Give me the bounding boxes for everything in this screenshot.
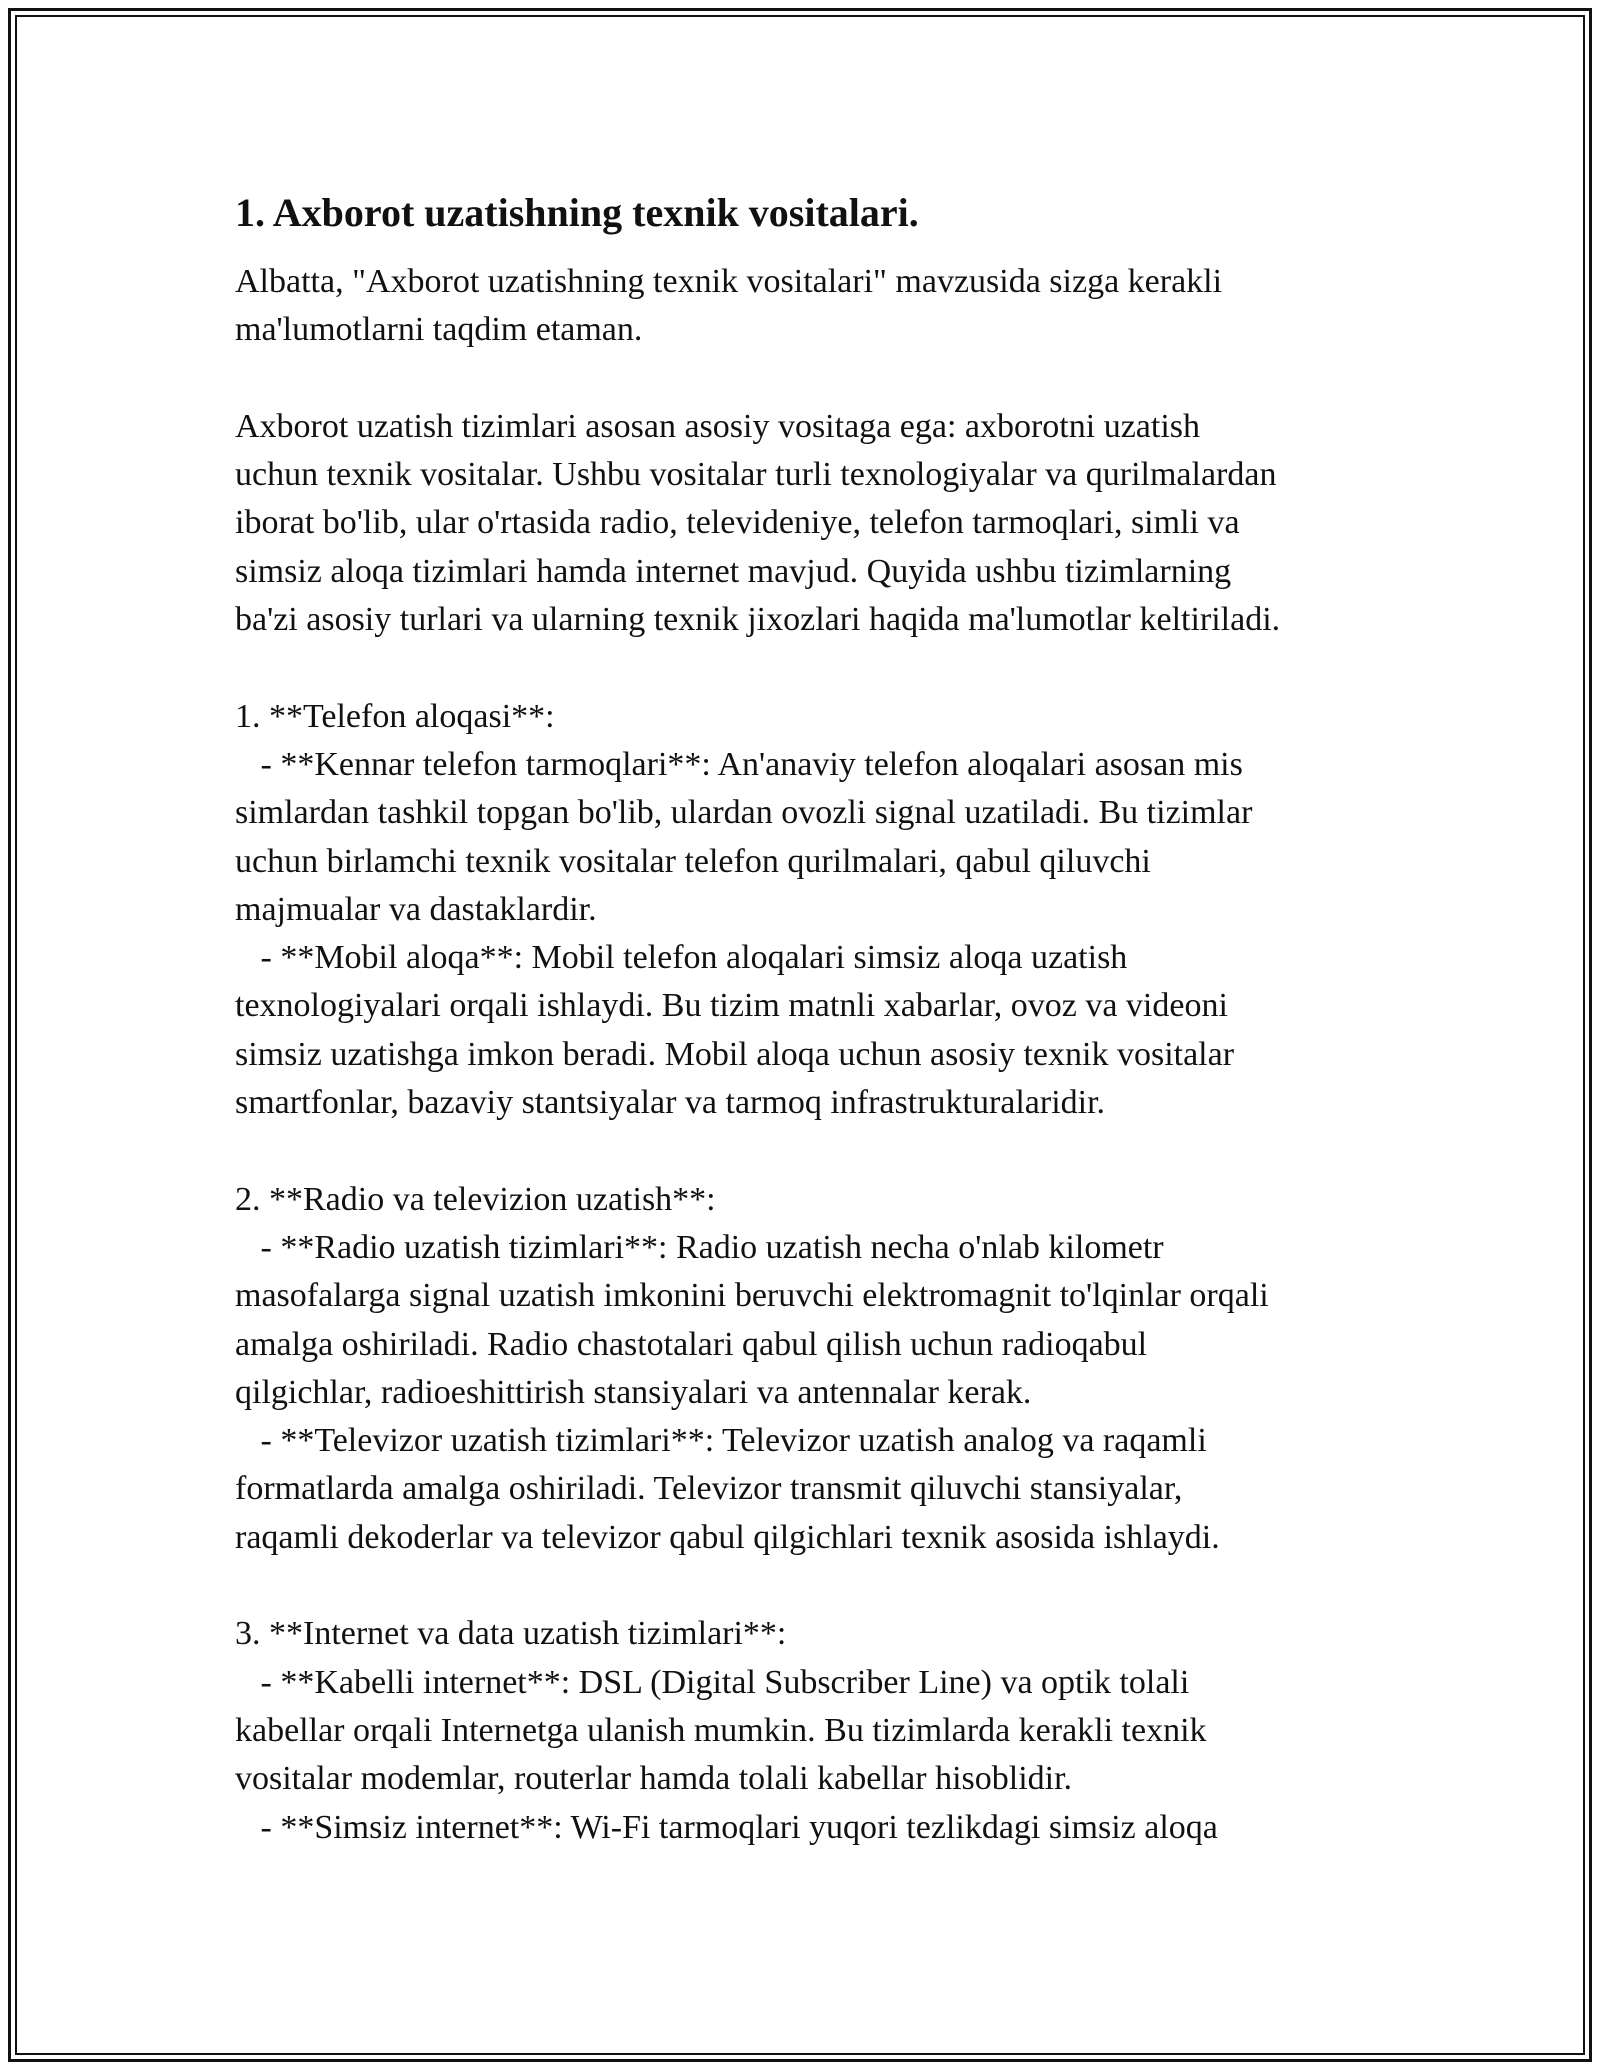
text-line: formatlarda amalga oshiriladi. Televizor transmit qiluvchi stansiyalar, [235, 1470, 1183, 1508]
text-line: - **Radio uzatish tizimlari**: Radio uzatish necha o'nlab kilometr [235, 1228, 1164, 1266]
document-text [235, 258, 1395, 1852]
text-line: - **Simsiz internet**: Wi-Fi tarmoqlari yuqori tezlikdagi simsiz aloqa [235, 1808, 1218, 1846]
text-line: uchun birlamchi texnik vositalar telefon qurilmalari, qabul qiluvchi [235, 842, 1151, 880]
text-line: simlardan tashkil topgan bo'lib, ulardan ovozli signal uzatiladi. Bu tizimlar [235, 794, 1253, 832]
text-line: 1. **Telefon aloqasi**: [235, 697, 555, 735]
text-line [235, 644, 1395, 692]
text-line: vositalar modemlar, routerlar hamda tolali kabellar hisoblidir. [235, 1760, 1073, 1798]
text-line: masofalarga signal uzatish imkonini beruvchi elektromagnit to'lqinlar orqali [235, 1277, 1269, 1315]
text-line: ma'lumotlarni taqdim etaman. [235, 311, 643, 349]
text-line: amalga oshiriladi. Radio chastotalari qabul qilish uchun radioqabul [235, 1325, 1148, 1363]
text-line: uchun texnik vositalar. Ushbu vositalar turli texnologiyalar va qurilmalardan [235, 456, 1277, 494]
text-line: raqamli dekoderlar va televizor qabul qilgichlari texnik asosida ishlaydi. [235, 1518, 1220, 1556]
text-line: 2. **Radio va televizion uzatish**: [235, 1180, 716, 1218]
text-line: majmualar va dastaklardir. [235, 890, 597, 928]
text-line: simsiz uzatishga imkon beradi. Mobil aloqa uchun asosiy texnik vositalar [235, 1035, 1235, 1073]
text-line [235, 1127, 1395, 1175]
text-line: qilgichlar, radioeshittirish stansiyalari va antennalar kerak. [235, 1373, 1032, 1411]
document-title: 1. Axborot uzatishning texnik vositalari. [235, 190, 919, 235]
text-line: - **Televizor uzatish tizimlari**: Televizor uzatish analog va raqamli [235, 1422, 1207, 1460]
text-line: texnologiyalari orqali ishlaydi. Bu tizim matnli xabarlar, ovoz va videoni [235, 987, 1228, 1025]
text-line: Axborot uzatish tizimlari asosan asosiy vositaga ega: axborotni uzatish [235, 407, 1200, 445]
text-line: simsiz aloqa tizimlari hamda internet mavjud. Quyida ushbu tizimlarning [235, 552, 1232, 590]
text-line: 3. **Internet va data uzatish tizimlari**: [235, 1615, 787, 1653]
text-line: smartfonlar, bazaviy stantsiyalar va tarmoq infrastrukturalaridir. [235, 1084, 1106, 1122]
text-line [235, 355, 1395, 403]
text-line: kabellar orqali Internetga ulanish mumkin. Bu tizimlarda kerakli texnik [235, 1711, 1207, 1749]
text-line: - **Kabelli internet**: DSL (Digital Subscriber Line) va optik tolali [235, 1663, 1190, 1701]
text-line: - **Mobil aloqa**: Mobil telefon aloqalari simsiz aloqa uzatish [235, 939, 1128, 977]
text-line: - **Kennar telefon tarmoqlari**: An'anaviy telefon aloqalari asosan mis [235, 745, 1243, 783]
document-body [235, 188, 1395, 1852]
text-line: ba'zi asosiy turlari va ularning texnik jixozlari haqida ma'lumotlar keltiriladi. [235, 601, 1281, 639]
text-line [235, 1562, 1395, 1610]
text-line: Albatta, "Axborot uzatishning texnik vositalari" mavzusida sizga kerakli [235, 263, 1223, 300]
text-line: iborat bo'lib, ular o'rtasida radio, televideniye, telefon tarmoqlari, simli va [235, 504, 1240, 542]
